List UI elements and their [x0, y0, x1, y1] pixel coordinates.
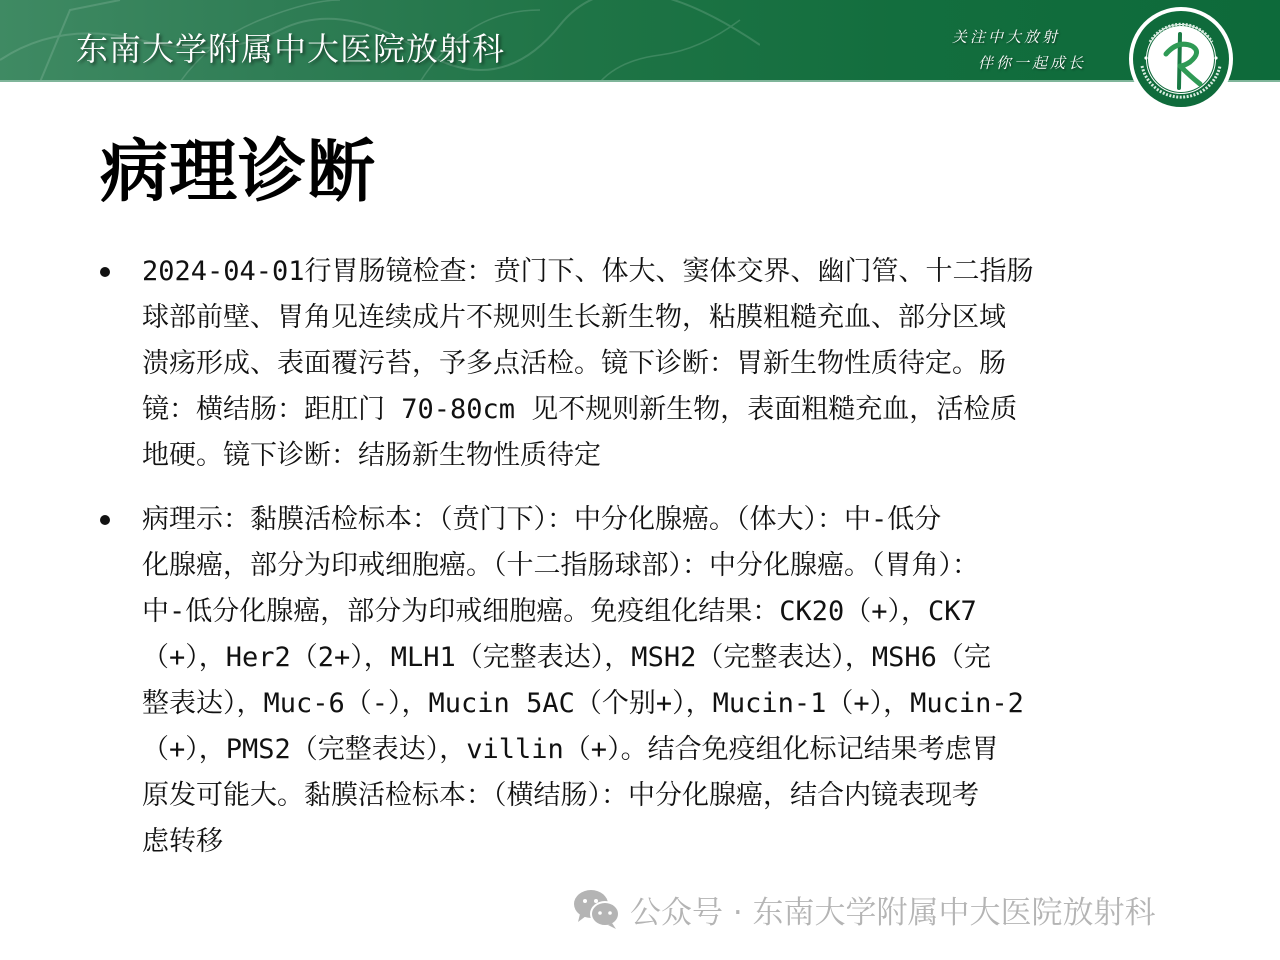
bullet-1-line-3: 溃疡形成、表面覆污苔，予多点活检。镜下诊断：胃新生物性质待定。肠: [142, 348, 1006, 379]
bullet-1-line-4: 镜：横结肠：距肛门 70-80cm 见不规则新生物，表面粗糙充血，活检质: [142, 394, 1018, 425]
bullet-2-line-6: （+），PMS2（完整表达），villin（+）。结合免疫组化标记结果考虑胃: [142, 734, 999, 765]
bullet-1-line-1: 2024-04-01行胃肠镜检查：贲门下、体大、窦体交界、幽门管、十二指肠: [142, 256, 1034, 287]
bullet-2-line-4: （+），Her2（2+），MLH1（完整表达），MSH2（完整表达），MSH6（完: [142, 642, 991, 673]
wechat-icon: [572, 888, 622, 930]
bullet-2-line-2: 化腺癌，部分为印戒细胞癌。（十二指肠球部）：中分化腺癌。（胃角）：: [142, 550, 979, 581]
radiology-department-logo-icon: [1128, 6, 1234, 112]
header-bar: [0, 0, 1280, 82]
bullet-2-line-1: 病理示：黏膜活检标本：（贲门下）：中分化腺癌。（体大）：中-低分: [142, 504, 942, 535]
bullet-1-line-2: 球部前壁、胃角见连续成片不规则生长新生物，粘膜粗糙充血、部分区域: [142, 302, 1006, 333]
slide-title: 病理诊断: [100, 133, 377, 212]
slogan-line-1: 关注中大放射: [952, 28, 1061, 46]
bullet-point-icon: [100, 267, 110, 277]
slogan-line-2: 伴你一起成长: [978, 54, 1087, 72]
bullet-1-line-5: 地硬。镜下诊断：结肠新生物性质待定: [142, 440, 601, 471]
bullet-2-line-3: 中-低分化腺癌，部分为印戒细胞癌。免疫组化结果：CK20（+），CK7: [142, 596, 977, 627]
organization-title: 东南大学附属中大医院放射科: [76, 30, 506, 68]
bullet-point-icon: [100, 515, 110, 525]
wechat-account-watermark: [572, 886, 1156, 932]
bullet-2-line-7: 原发可能大。黏膜活检标本：（横结肠）：中分化腺癌，结合内镜表现考: [142, 780, 979, 811]
bullet-2-line-5: 整表达），Muc-6（-），Mucin 5AC（个别+），Mucin-1（+），Mucin-2: [142, 688, 1024, 719]
watermark-text: 公众号 · 东南大学附属中大医院放射科: [630, 894, 1156, 931]
bullet-2-line-8: 虑转移: [142, 826, 223, 857]
